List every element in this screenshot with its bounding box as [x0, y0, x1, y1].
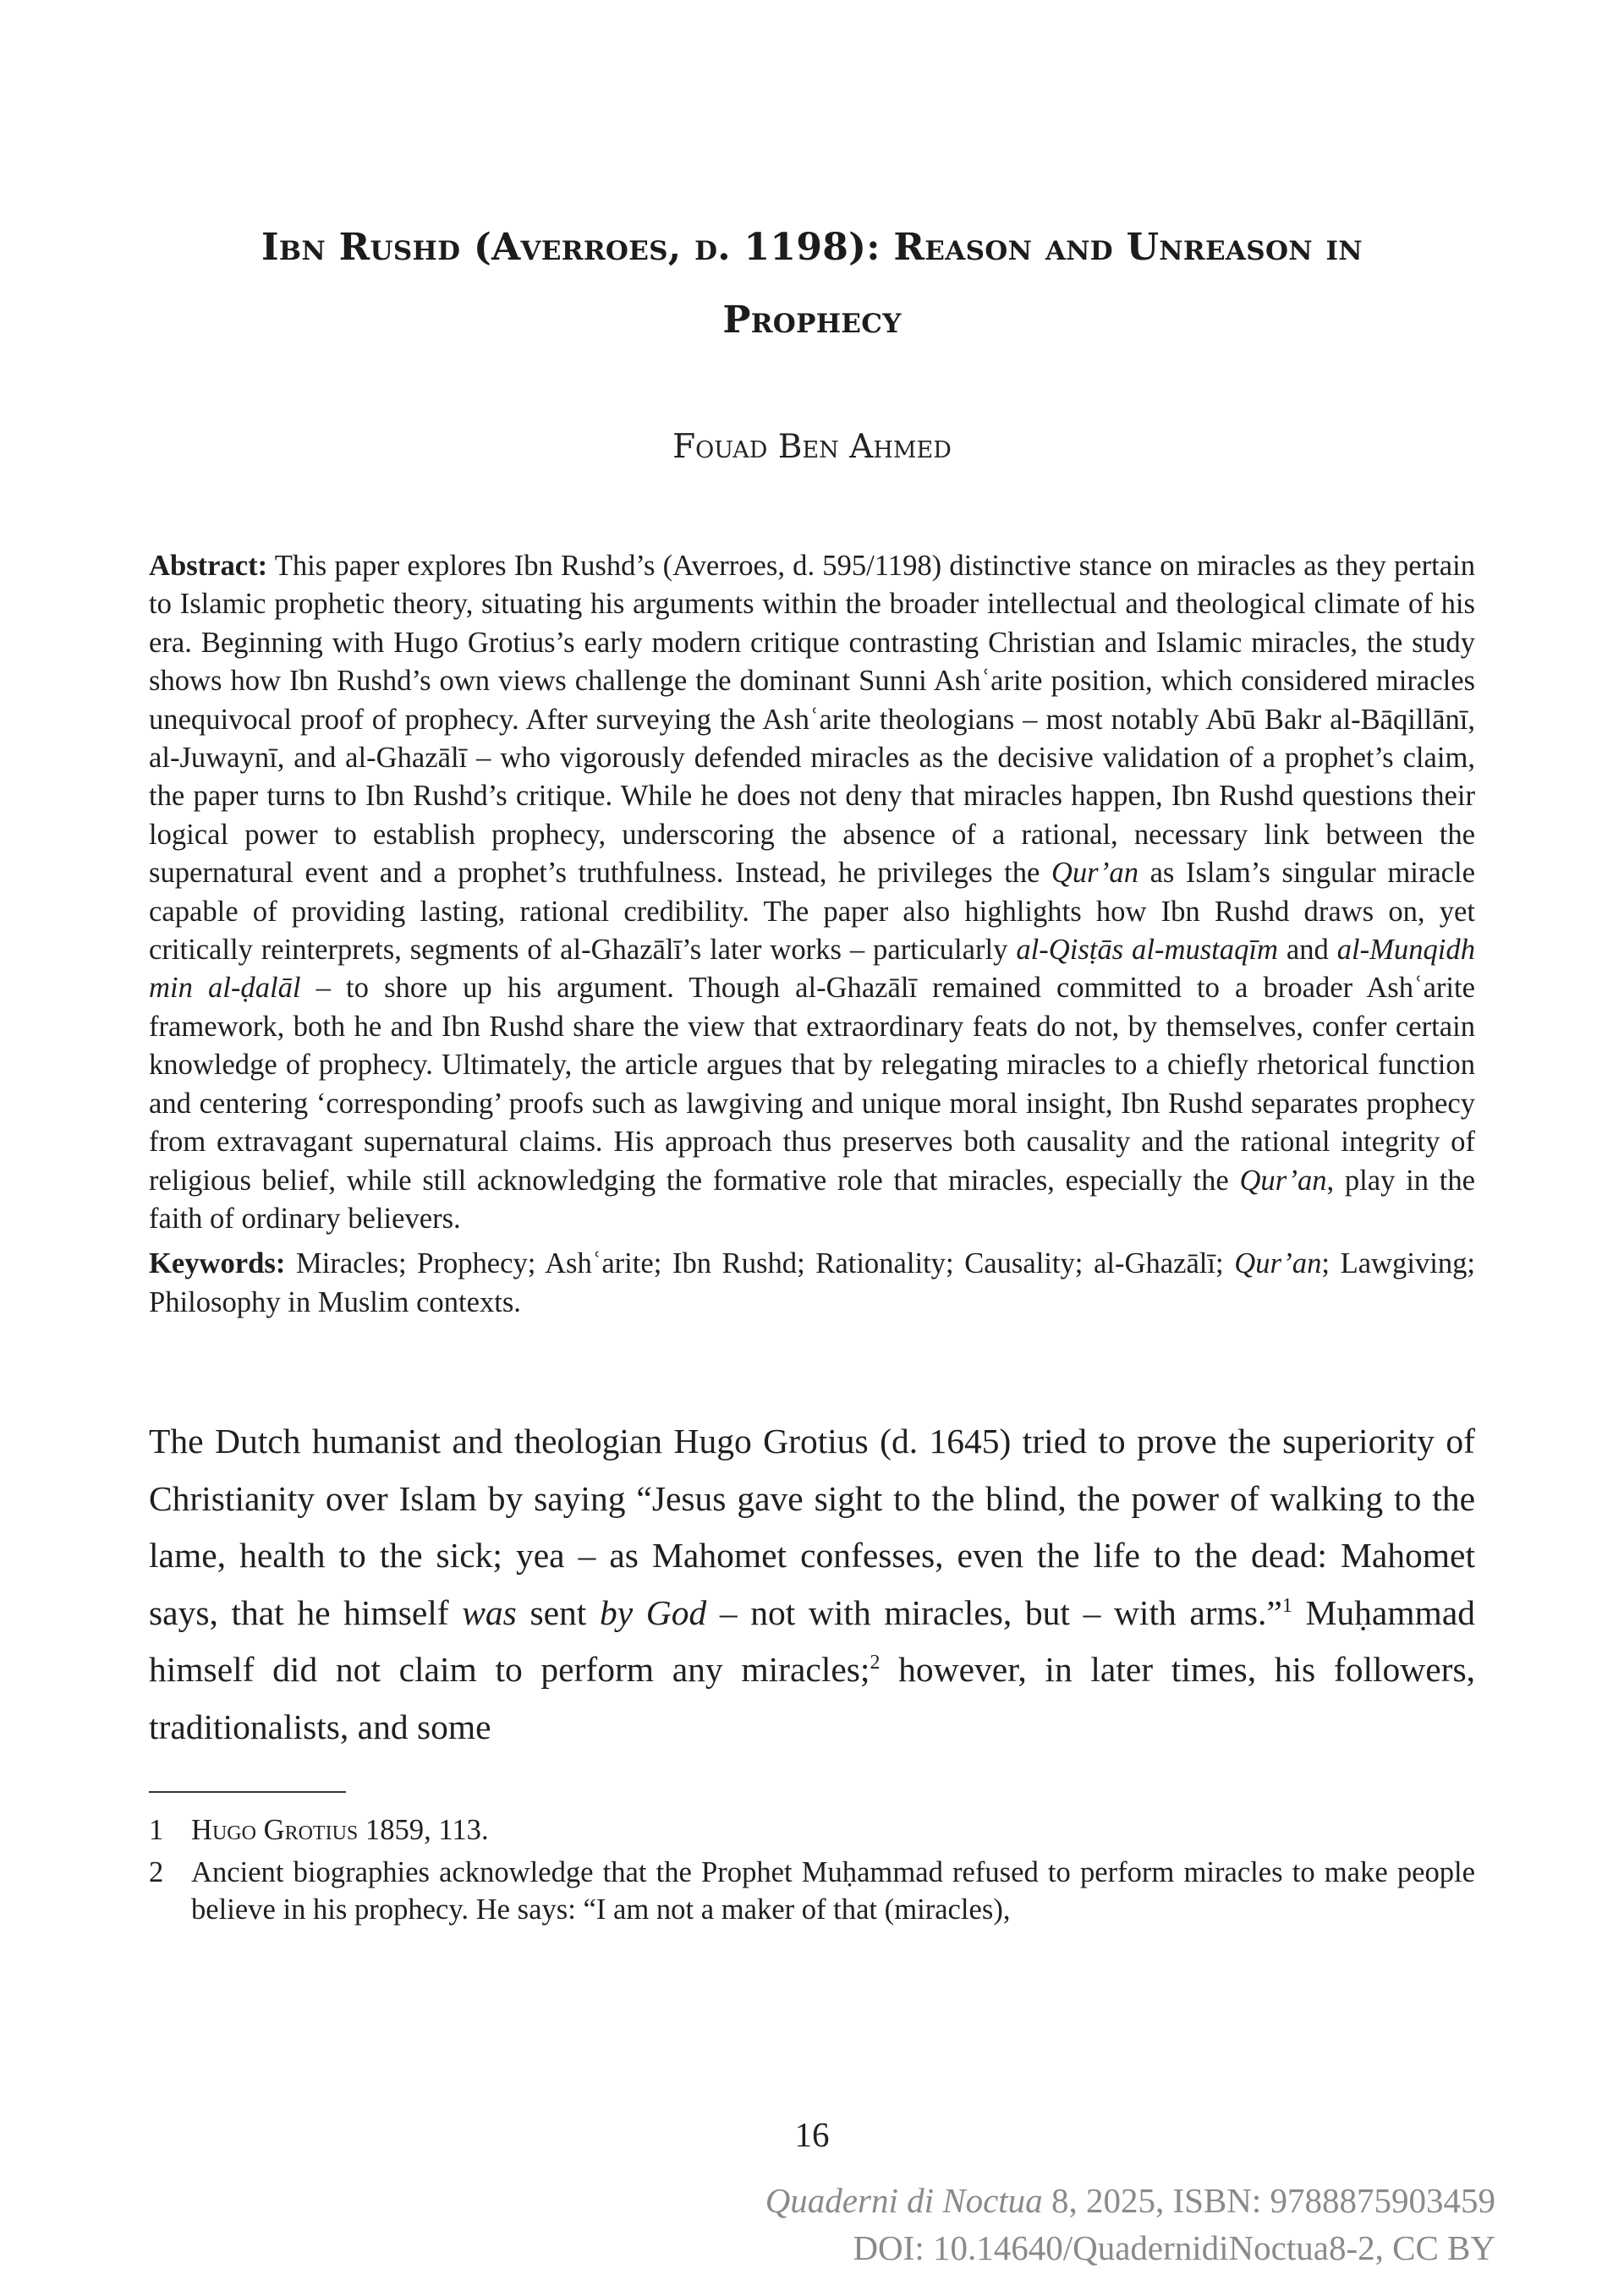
footnotes: [149, 1811, 1475, 1928]
abstract-text-5: , play in the faith of ordinary believers.: [149, 1164, 1475, 1235]
abstract-text-4: – to shore up his argument. Though al-Ghazālī remained committed to a broader Ashʿarite framework, both he and Ibn Rushd share the view that extraordinary feats do not, by themselves, confer certain knowledge of prophecy. Ultimately, the article argues that by relegating miracles to a chiefly rhetorical function and centering ‘corresponding’ proofs such as lawgiving and unique moral insight, Ibn Rushd separates prophecy from extravagant supernatural claims. His approach thus preserves both causality and the rational integrity of religious belief, while still acknowledging the formative role that miracles, especially the: [149, 972, 1475, 1197]
footnote-2: [149, 1854, 1475, 1928]
page: [149, 0, 1475, 1933]
keywords-text-1: Miracles; Prophecy; Ashʿarite; Ibn Rushd; Rationality; Causality; al-Ghazālī;: [285, 1247, 1235, 1280]
keywords-italic-1: Qur’an: [1234, 1247, 1322, 1280]
paper-title: [149, 211, 1475, 357]
body-text-2: sent: [516, 1592, 600, 1632]
colophon: [765, 2177, 1495, 2271]
footnote-text: [191, 1811, 1475, 1849]
abstract-text-2: as Islam’s singular miracle capable of providing lasting, rational credibility. The paper also highlights how Ibn Rushd draws on, yet critically reinterprets, segments of al-Ghazālī’s later works – particularly: [149, 857, 1475, 967]
series-title: Quaderni di Noctua: [765, 2181, 1043, 2220]
abstract-text-3: and: [1277, 934, 1337, 967]
colophon-line-1: [765, 2177, 1495, 2224]
abstract-label: Abstract:: [149, 550, 268, 582]
abstract-italic-4: Qur’an: [1239, 1164, 1327, 1197]
doi-info: DOI: 10.14640/QuadernidiNoctua8-2, CC BY: [853, 2228, 1495, 2267]
keywords-text-2: ; Lawgiving; Philosophy in Muslim contexts.: [149, 1247, 1476, 1318]
abstract-italic-1: Qur’an: [1051, 857, 1139, 890]
footnote-number: 1: [149, 1813, 164, 1846]
footnote-number: 2: [149, 1855, 164, 1888]
abstract: [149, 547, 1475, 1238]
title-line-1: Ibn Rushd (Averroes, d. 1198): Reason and Unreason in: [261, 226, 1363, 269]
body-italic-2: by God: [599, 1592, 707, 1632]
keywords: [149, 1245, 1475, 1322]
body-text-3: – not with miracles, but – with arms.”: [706, 1592, 1282, 1632]
footnote-ref-2[interactable]: 2: [870, 1652, 881, 1674]
abstract-italic-3: al-Munqidh min al-ḍalāl: [149, 934, 1475, 1005]
footnote-1: [149, 1811, 1475, 1849]
abstract-text-1: This paper explores Ibn Rushd’s (Averroes, d. 595/1198) distinctive stance on miracles as they pertain to Islamic prophetic theory, situating his arguments within the broader intellectual and theological climate of his era. Beginning with Hugo Grotius’s early modern critique contrasting Christian and Islamic miracles, the study shows how Ibn Rushd’s own views challenge the dominant Sunni Ashʿarite position, which considered miracles unequivocal proof of prophecy. After surveying the Ashʿarite theologians – most notably Abū Bakr al-Bāqillānī, al-Juwaynī, and al-Ghazālī – who vigorously defended miracles as the decisive validation of a prophet’s claim, the paper turns to Ibn Rushd’s critique. While he does not deny that miracles happen, Ibn Rushd questions their logical power to establish prophecy, underscoring the absence of a rational, necessary link between the supernatural event and a prophet’s truthfulness. Instead, he privileges the: [149, 550, 1475, 890]
footnote-author: Hugo Grotius: [191, 1813, 359, 1846]
title-line-2: Prophecy: [722, 299, 902, 342]
isbn-info: 8, 2025, ISBN: 9788875903459: [1042, 2181, 1495, 2220]
body-italic-1: was: [462, 1592, 517, 1632]
footnote-ref-1[interactable]: 1: [1281, 1594, 1292, 1617]
author-name: Fouad Ben Ahmed: [672, 428, 952, 466]
body-paragraph: [149, 1413, 1475, 1756]
abstract-italic-2: al-Qisṭās al-mustaqīm: [1016, 934, 1278, 967]
body-text-1: The Dutch humanist and theologian Hugo Grotius (d. 1645) tried to prove the superiority of Christianity over Islam by saying “Jesus gave sight to the blind, the power of walking to the lame, health to the sick; yea – as Mahomet confesses, even the life to the dead: Mahomet says, that he himself: [149, 1422, 1475, 1632]
footnote-citation: 1859, 113.: [358, 1813, 489, 1846]
footnote-text: Ancient biographies acknowledge that the Prophet Muḥammad refused to perform miracles to make people believe in his prophecy. He says: “I am not a maker of that (miracles),: [191, 1855, 1475, 1926]
keywords-label: Keywords:: [149, 1247, 286, 1280]
page-number: 16: [794, 2115, 830, 2154]
footnote-separator: [149, 1791, 346, 1793]
body-text-4: Muḥammad himself did not claim to perform any miracles;: [149, 1592, 1476, 1690]
body-text-5: however, in later times, his followers, traditionalists, and some: [149, 1650, 1475, 1746]
